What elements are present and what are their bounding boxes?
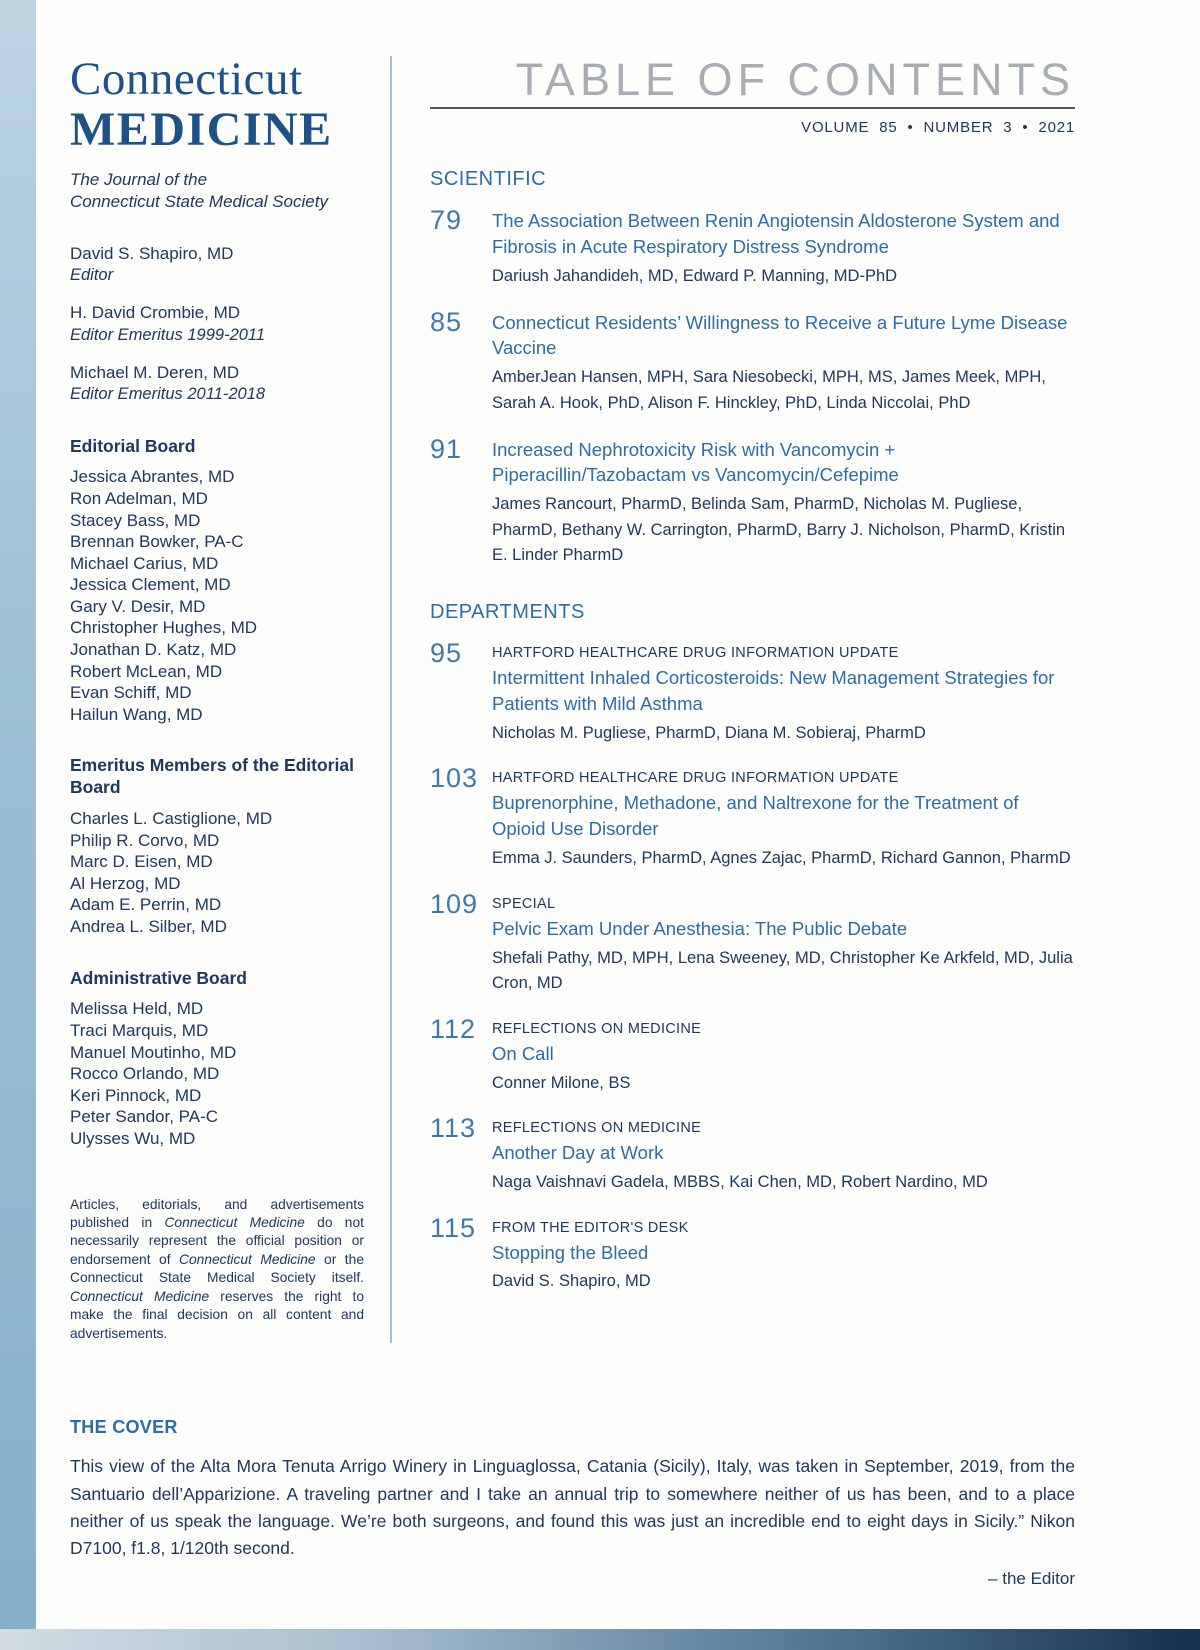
board-member: Melissa Held, MD [70, 999, 204, 1019]
board-member: Michael Carius, MD [70, 553, 219, 573]
departments-entries [430, 639, 1075, 1295]
toc-entry-title: The Association Between Renin Angiotensin Aldosterone System and Fibrosis in Acute Respiratory Distress Syndrome [492, 210, 1060, 258]
toc-entry-authors: Shefali Pathy, MD, MPH, Lena Sweeney, MD, Christopher Ke Arkfeld, MD, Julia Cron, MD [492, 948, 1073, 993]
toc-entry-body [492, 1114, 1075, 1195]
toc-entry-body [492, 435, 1075, 569]
toc-entry-authors: James Rancourt, PharmD, Belinda Sam, PharmD, Nicholas M. Pugliese, PharmD, Bethany W. Carrington, PharmD, Barry J. Nicholson, PharmD, Kristin E. Linder PharmD [492, 495, 1066, 565]
editor-title: Editor [70, 266, 114, 285]
toc-entry-page-number: 112 [430, 1013, 477, 1044]
disclaimer-text-italic: Connecticut Medicine [70, 1288, 210, 1304]
board-member: Jessica Abrantes, MD [70, 467, 235, 487]
board-member: Keri Pinnock, MD [70, 1085, 202, 1105]
board-member: Christopher Hughes, MD [70, 618, 258, 638]
journal-logo [70, 53, 364, 156]
toc-entry-body [492, 206, 1075, 289]
two-column-layout [70, 53, 1075, 1343]
journal-name-line1: Connecticut [70, 53, 303, 105]
editor-entry [70, 243, 364, 287]
toc-entry-authors: Conner Milone, BS [492, 1073, 631, 1092]
board-heading-administrative: Administrative Board [70, 967, 247, 988]
toc-entry-title: Pelvic Exam Under Anesthesia: The Public Debate [492, 917, 908, 939]
page-content [70, 53, 1075, 1589]
cover-section [70, 1417, 1075, 1589]
board-member: Jessica Clement, MD [70, 575, 231, 595]
toc-entry-kicker: SPECIAL [492, 895, 556, 912]
toc-entry-authors: Emma J. Saunders, PharmD, Agnes Zajac, PharmD, Richard Gannon, PharmD [492, 849, 1071, 868]
toc-entry-kicker: FROM THE EDITOR'S DESK [492, 1219, 689, 1236]
toc-entry-body [492, 639, 1075, 746]
toc-entry [430, 1114, 1075, 1195]
board-member: Marc D. Eisen, MD [70, 852, 213, 872]
board-member: Ron Adelman, MD [70, 489, 208, 508]
board-member: Rocco Orlando, MD [70, 1064, 220, 1084]
toc-entry-page-number: 103 [430, 763, 479, 794]
board-member: Stacey Bass, MD [70, 510, 201, 530]
disclaimer-text: do not necessarily represent the official position or endorsement of [70, 1214, 364, 1267]
toc-entry [430, 308, 1075, 417]
board-heading-editorial: Editorial Board [70, 435, 196, 456]
board-member: Peter Sandor, PA-C [70, 1107, 219, 1127]
disclaimer-text-italic: Connecticut Medicine [164, 1214, 305, 1230]
board-member: Adam E. Perrin, MD [70, 895, 222, 915]
board-member: Manuel Moutinho, MD [70, 1042, 237, 1062]
toc-entry-title: Increased Nephrotoxicity Risk with Vancomycin + Piperacillin/Tazobactam vs Vancomycin/Cefepime [492, 438, 899, 486]
cover-signature: – the Editor [988, 1568, 1075, 1588]
editor-name: Michael M. Deren, MD [70, 363, 240, 383]
volume-number-line: VOLUME 85 • NUMBER 3 • 2021 [801, 119, 1075, 137]
toc-header [430, 56, 1075, 109]
toc-entry-authors: Naga Vaishnavi Gadela, MBBS, Kai Chen, MD, Robert Nardino, MD [492, 1173, 988, 1192]
board-member: Evan Schiff, MD [70, 683, 192, 703]
table-of-contents [392, 56, 1075, 1343]
editor-entry [70, 302, 364, 346]
disclaimer-text: reserves the right to make the final decision on all content and advertisements. [70, 1288, 364, 1341]
toc-entry-page-number: 113 [430, 1113, 477, 1144]
journal-tagline-line2: Connecticut State Medical Society [70, 191, 328, 211]
left-accent-bar [0, 0, 36, 1650]
journal-tagline [70, 169, 364, 213]
board-member: Al Herzog, MD [70, 873, 181, 893]
toc-entry-page-number: 91 [430, 433, 463, 464]
board-member: Traci Marquis, MD [70, 1021, 209, 1041]
board-member: Andrea L. Silber, MD [70, 917, 227, 936]
editorial-board-members [70, 466, 364, 725]
page-title: TABLE OF CONTENTS [515, 54, 1075, 105]
toc-entry-title: Another Day at Work [492, 1142, 664, 1164]
toc-entry-page-number: 115 [430, 1212, 477, 1243]
toc-entry [430, 1015, 1075, 1096]
toc-entry-authors: Dariush Jahandideh, MD, Edward P. Manning, MD-PhD [492, 267, 898, 286]
toc-entry-title: Intermittent Inhaled Corticosteroids: New Management Strategies for Patients with Mild Asthma [492, 666, 1055, 714]
editor-name: H. David Crombie, MD [70, 303, 241, 323]
toc-entry-page-number: 109 [430, 888, 479, 919]
board-member: Charles L. Castiglione, MD [70, 809, 273, 829]
editor-title: Editor Emeritus 2011-2018 [70, 385, 266, 404]
editor-title: Editor Emeritus 1999-2011 [70, 325, 266, 344]
editor-entry [70, 362, 364, 406]
editor-name: David S. Shapiro, MD [70, 243, 234, 263]
masthead-sidebar [70, 53, 390, 1343]
toc-entry-body [492, 1015, 1075, 1096]
toc-entry [430, 1214, 1075, 1295]
board-member: Robert McLean, MD [70, 661, 223, 681]
bottom-accent-bar [0, 1629, 1200, 1650]
scientific-entries [430, 206, 1075, 569]
toc-entry-page-number: 85 [430, 306, 463, 337]
cover-description: This view of the Alta Mora Tenuta Arrigo Winery in Linguaglossa, Catania (Sicily), Italy, was taken in September, 2019, from the Santuario dell’Apparizione. A traveling partner and I take an annual trip to somewhere neither of us has been, and to a place neither of us speak the language. We’re both surgeons, and found this was just an incredible end to eight days in Sicily.” Nikon D7100, f1.8, 1/120th second. [70, 1456, 1075, 1558]
toc-entry-title: Connecticut Residents’ Willingness to Receive a Future Lyme Disease Vaccine [492, 311, 1068, 359]
toc-entry-kicker: REFLECTIONS ON MEDICINE [492, 1120, 702, 1137]
toc-entry-body [492, 890, 1075, 997]
toc-entry-kicker: HARTFORD HEALTHCARE DRUG INFORMATION UPDATE [492, 770, 899, 787]
toc-entry-title: Stopping the Bleed [492, 1241, 649, 1263]
editors-list [70, 243, 364, 406]
board-member: Jonathan D. Katz, MD [70, 640, 237, 660]
board-member: Brennan Bowker, PA-C [70, 532, 244, 552]
toc-entry-body [492, 308, 1075, 417]
toc-entry-authors: AmberJean Hansen, MPH, Sara Niesobecki, MPH, MS, James Meek, MPH, Sarah A. Hook, PhD, Alison F. Hinckley, PhD, Linda Niccolai, PhD [492, 368, 1046, 412]
toc-entry-title: Buprenorphine, Methadone, and Naltrexone for the Treatment of Opioid Use Disorder [492, 792, 1019, 840]
disclaimer-text: or the Connecticut State Medical Society itself. [70, 1251, 364, 1286]
journal-name-line2: MEDICINE [70, 102, 333, 156]
toc-entry-authors: David S. Shapiro, MD [492, 1272, 651, 1291]
toc-entry [430, 639, 1075, 746]
disclaimer-text: Articles, editorials, and advertisements published in [70, 1196, 364, 1230]
emeritus-board-members [70, 808, 364, 937]
board-heading-emeritus: Emeritus Members of the Editorial Board [70, 755, 354, 798]
toc-entry-body [492, 1214, 1075, 1295]
disclaimer-text-italic: Connecticut Medicine [179, 1251, 316, 1267]
board-member: Philip R. Corvo, MD [70, 830, 220, 850]
toc-entry-title: On Call [492, 1042, 554, 1064]
journal-tagline-line1: The Journal of the [70, 169, 208, 189]
toc-entry [430, 764, 1075, 871]
section-heading-departments: DEPARTMENTS [430, 600, 585, 623]
toc-entry-page-number: 95 [430, 637, 463, 668]
toc-entry-kicker: REFLECTIONS ON MEDICINE [492, 1020, 702, 1037]
section-heading-scientific: SCIENTIFIC [430, 168, 547, 191]
board-member: Hailun Wang, MD [70, 704, 203, 724]
toc-entry-kicker: HARTFORD HEALTHCARE DRUG INFORMATION UPDATE [492, 644, 899, 661]
admin-board-members [70, 998, 364, 1149]
toc-entry-authors: Nicholas M. Pugliese, PharmD, Diana M. Sobieraj, PharmD [492, 723, 926, 742]
toc-entry [430, 206, 1075, 289]
cover-heading: THE COVER [70, 1417, 178, 1438]
toc-entry [430, 435, 1075, 569]
toc-entry [430, 890, 1075, 997]
board-member: Gary V. Desir, MD [70, 596, 206, 616]
toc-entry-page-number: 79 [430, 205, 463, 236]
disclaimer [70, 1196, 364, 1344]
board-member: Ulysses Wu, MD [70, 1128, 196, 1148]
toc-entry-body [492, 764, 1075, 871]
